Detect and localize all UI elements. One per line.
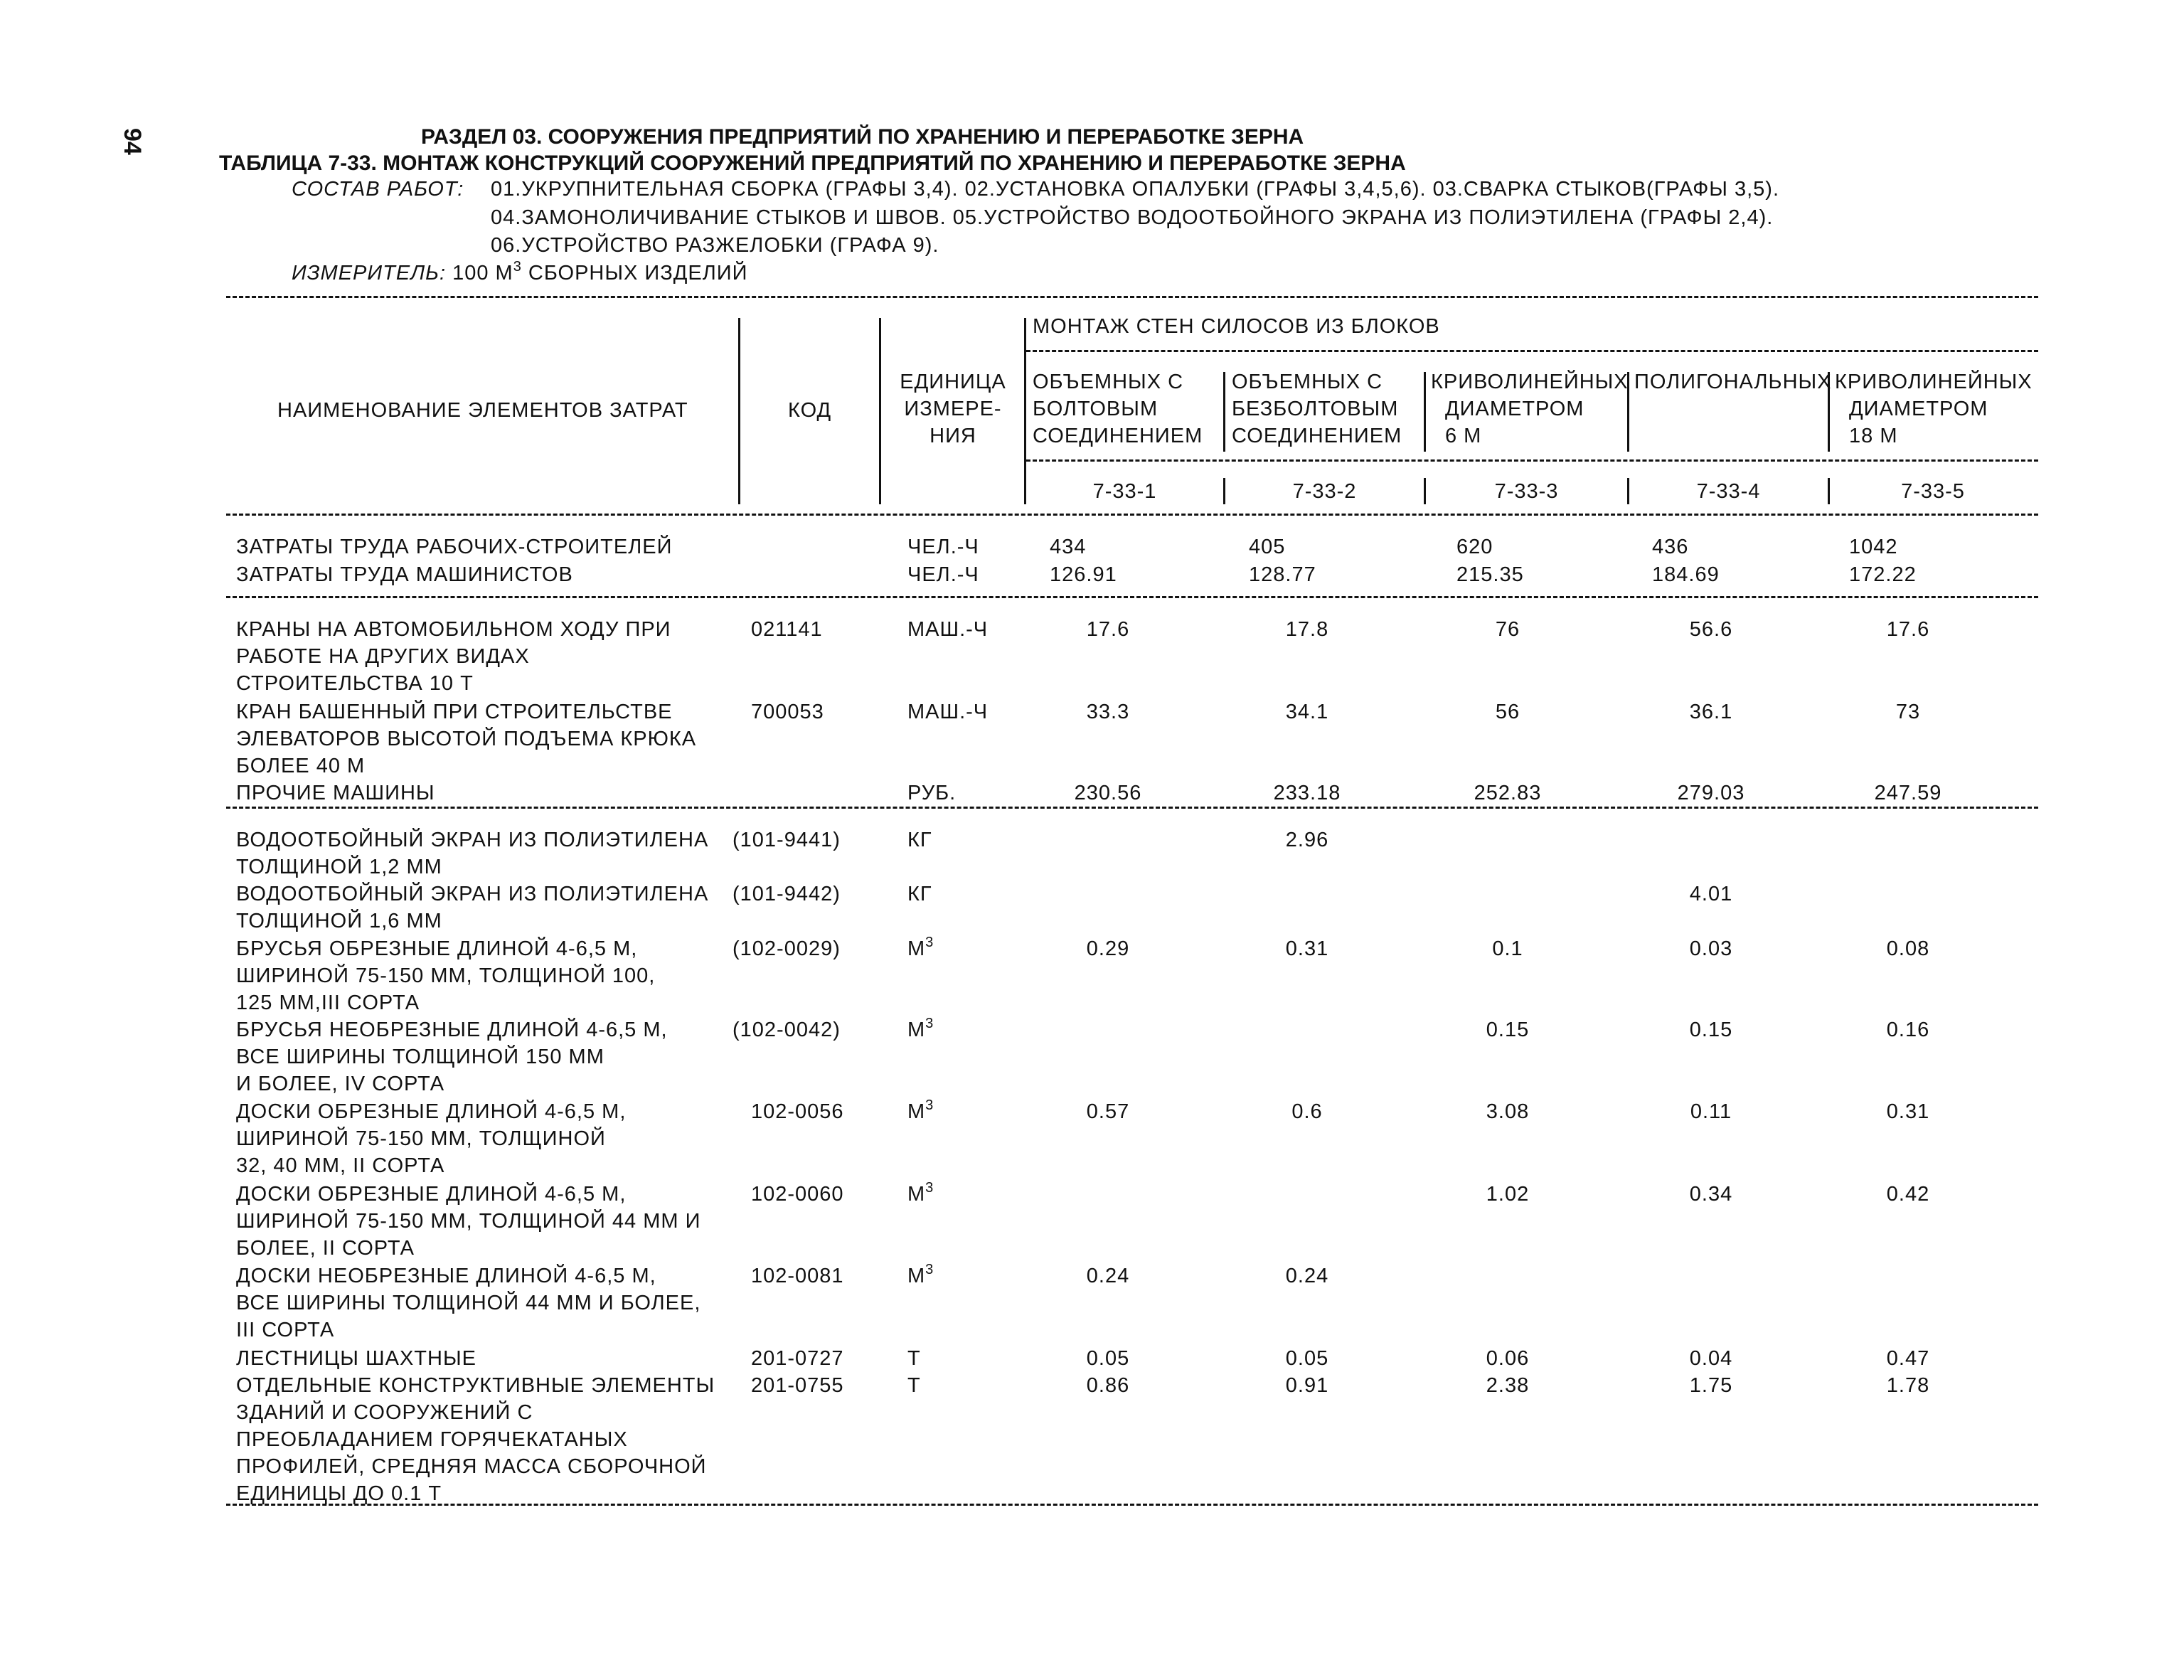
row-value-col1: 33.3: [1086, 701, 1130, 723]
row-name: ДОСКИ ОБРЕЗНЫЕ ДЛИНОЙ 4-6,5 М, ШИРИНОЙ 75-150 ММ, ТОЛЩИНОЙ 32, 40 ММ, II СОРТА: [236, 1100, 627, 1177]
row-value-col1: 0.86: [1086, 1374, 1130, 1397]
row-name: КРАН БАШЕННЫЙ ПРИ СТРОИТЕЛЬСТВЕ ЭЛЕВАТОРОВ ВЫСОТОЙ ПОДЪЕМА КРЮКА БОЛЕЕ 40 М: [236, 701, 697, 777]
row-name: ВОДООТБОЙНЫЙ ЭКРАН ИЗ ПОЛИЭТИЛЕНА ТОЛЩИНОЙ 1,2 ММ: [236, 829, 709, 878]
rule-top: [226, 296, 2038, 298]
row-value-col3: 1.02: [1486, 1183, 1530, 1206]
header-unit-line-2: ИЗМЕРЕ-: [904, 398, 1002, 420]
row-code: 201-0727: [751, 1347, 844, 1370]
row-value-col2: 34.1: [1285, 701, 1329, 723]
row-value-col4: 0.04: [1689, 1347, 1733, 1370]
row-value-col4: 0.34: [1689, 1183, 1733, 1206]
row-value-col3: 0.06: [1486, 1347, 1530, 1370]
rule-labor: [226, 596, 2038, 598]
rule-machines: [226, 807, 2038, 809]
work-line-3: 06.УСТРОЙСТВО РАЗЖЕЛОБКИ (ГРАФА 9).: [491, 234, 939, 257]
row-code: 700053: [751, 701, 824, 723]
vbar-unit: [879, 318, 881, 504]
row-value-col2: 0.91: [1285, 1374, 1329, 1397]
header-code-col: КОД: [788, 399, 832, 422]
row-unit: $М^3$: [907, 935, 934, 960]
row-code: 102-0060: [751, 1183, 844, 1206]
header-col2-line2: БЕЗБОЛТОВЫМ: [1232, 398, 1399, 420]
row-name: ПРОЧИЕ МАШИНЫ: [236, 782, 435, 804]
row-value-col1: 434: [1050, 536, 1087, 558]
row-unit: $М^3$: [907, 1262, 934, 1287]
measure-line: [292, 259, 748, 285]
header-unit-line-1: ЕДИНИЦА: [900, 371, 1006, 393]
row-value-col5: 1.78: [1886, 1374, 1930, 1397]
row-value-col3: 215.35: [1456, 563, 1524, 586]
row-value-col5: 0.08: [1886, 937, 1930, 960]
header-col5-line1: КРИВОЛИНЕЙНЫХ: [1835, 371, 2033, 393]
row-value-col2: 17.8: [1285, 618, 1329, 641]
row-value-col5: 0.16: [1886, 1019, 1930, 1041]
row-name: КРАНЫ НА АВТОМОБИЛЬНОМ ХОДУ ПРИ РАБОТЕ НА ДРУГИХ ВИДАХ СТРОИТЕЛЬСТВА 10 Т: [236, 618, 671, 695]
header-col1-code: 7-33-1: [1092, 480, 1157, 503]
row-unit: ЧЕЛ.-Ч: [907, 563, 979, 586]
row-value-col1: 230.56: [1074, 782, 1142, 804]
row-value-col2: 405: [1249, 536, 1286, 558]
row-value-col4: 279.03: [1677, 782, 1745, 804]
work-line-1: 01.УКРУПНИТЕЛЬНАЯ СБОРКА (ГРАФЫ 3,4). 02.УСТАНОВКА ОПАЛУБКИ (ГРАФЫ 3,4,5,6). 03.СВАРКА СТЫКОВ(ГРАФЫ 3,5).: [491, 178, 1780, 201]
row-value-col3: 76: [1495, 618, 1520, 641]
vbar-col1: [1024, 318, 1026, 504]
row-value-col4: 184.69: [1652, 563, 1720, 586]
row-value-col4: 0.11: [1690, 1100, 1732, 1123]
header-col2-line3: СОЕДИНЕНИЕМ: [1232, 425, 1402, 447]
measure-label: ИЗМЕРИТЕЛЬ:: [292, 262, 447, 285]
row-value-col4: 56.6: [1689, 618, 1733, 641]
rule-header-bottom: [226, 514, 2038, 516]
page-number: 94: [119, 128, 146, 155]
work-label: СОСТАВ РАБОТ:: [292, 178, 464, 201]
row-name: ОТДЕЛЬНЫЕ КОНСТРУКТИВНЫЕ ЭЛЕМЕНТЫ ЗДАНИЙ И СООРУЖЕНИЙ С ПРЕОБЛАДАНИЕМ ГОРЯЧЕКАТАНЫХ ПРОФИЛЕЙ, СРЕДНЯЯ МАССА СБОРОЧНОЙ ЕДИНИЦЫ ДО 0.1 Т: [236, 1374, 715, 1505]
row-value-col5: 17.6: [1886, 618, 1930, 641]
row-code: (102-0029): [733, 937, 841, 960]
vbar-code: [738, 318, 740, 504]
row-value-col3: 3.08: [1486, 1100, 1530, 1123]
header-col3-line3: 6 М: [1445, 425, 1482, 447]
table-title: ТАБЛИЦА 7-33. МОНТАЖ КОНСТРУКЦИЙ СООРУЖЕНИЙ ПРЕДПРИЯТИЙ ПО ХРАНЕНИЮ И ПЕРЕРАБОТКЕ ЗЕРНА: [219, 151, 1406, 175]
row-value-col1: 0.05: [1086, 1347, 1130, 1370]
row-value-col4: 0.15: [1689, 1019, 1733, 1041]
row-unit: ЧЕЛ.-Ч: [907, 536, 979, 558]
row-value-col2: 0.05: [1285, 1347, 1329, 1370]
row-value-col5: 73: [1895, 701, 1921, 723]
row-value-col4: 0.03: [1689, 937, 1733, 960]
row-value-col4: 4.01: [1689, 883, 1733, 905]
row-value-col5: 1042: [1849, 536, 1898, 558]
row-value-col3: 56: [1495, 701, 1520, 723]
row-value-col1: 0.57: [1086, 1100, 1130, 1123]
row-name: ДОСКИ ОБРЕЗНЫЕ ДЛИНОЙ 4-6,5 М, ШИРИНОЙ 75-150 ММ, ТОЛЩИНОЙ 44 ММ И БОЛЕЕ, II СОРТА: [236, 1183, 701, 1260]
row-name: ВОДООТБОЙНЫЙ ЭКРАН ИЗ ПОЛИЭТИЛЕНА ТОЛЩИНОЙ 1,6 ММ: [236, 883, 709, 932]
section-title: РАЗДЕЛ 03. СООРУЖЕНИЯ ПРЕДПРИЯТИЙ ПО ХРАНЕНИЮ И ПЕРЕРАБОТКЕ ЗЕРНА: [421, 125, 1304, 149]
row-name: ЗАТРАТЫ ТРУДА МАШИНИСТОВ: [236, 563, 573, 586]
header-col3-line1: КРИВОЛИНЕЙНЫХ: [1431, 371, 1629, 393]
row-name: ЛЕСТНИЦЫ ШАХТНЫЕ: [236, 1347, 476, 1370]
row-code: (101-9441): [733, 829, 841, 851]
row-value-col3: 0.15: [1486, 1019, 1530, 1041]
row-name: ДОСКИ НЕОБРЕЗНЫЕ ДЛИНОЙ 4-6,5 М, ВСЕ ШИРИНЫ ТОЛЩИНОЙ 44 ММ И БОЛЕЕ, III СОРТА: [236, 1265, 701, 1341]
row-value-col2: 0.31: [1285, 937, 1329, 960]
row-unit: МАШ.-Ч: [907, 701, 989, 723]
row-code: 021141: [751, 618, 823, 641]
row-code: (102-0042): [733, 1019, 841, 1041]
row-name: БРУСЬЯ ОБРЕЗНЫЕ ДЛИНОЙ 4-6,5 М, ШИРИНОЙ 75-150 ММ, ТОЛЩИНОЙ 100, 125 ММ,III СОРТА: [236, 937, 656, 1014]
row-value-col3: 620: [1456, 536, 1493, 558]
row-value-col5: 0.31: [1886, 1100, 1930, 1123]
header-col1-line2: БОЛТОВЫМ: [1033, 398, 1158, 420]
row-value-col2: 2.96: [1285, 829, 1329, 851]
row-value-col2: 128.77: [1249, 563, 1316, 586]
measure-value: 100 $М^3$ СБОРНЫХ ИЗДЕЛИЙ: [452, 259, 748, 285]
row-value-col2: 0.24: [1285, 1265, 1329, 1287]
header-group: МОНТАЖ СТЕН СИЛОСОВ ИЗ БЛОКОВ: [1033, 315, 1440, 338]
row-value-col5: 0.42: [1886, 1183, 1930, 1206]
row-value-col5: 247.59: [1874, 782, 1942, 804]
header-col3-code: 7-33-3: [1494, 480, 1559, 503]
vbar-col2-top: [1223, 372, 1225, 452]
row-value-col4: 436: [1652, 536, 1689, 558]
header-col5-line3: 18 М: [1849, 425, 1898, 447]
header-col2-line1: ОБЪЕМНЫХ С: [1232, 371, 1383, 393]
header-col1-line1: ОБЪЕМНЫХ С: [1033, 371, 1184, 393]
row-value-col3: 252.83: [1474, 782, 1542, 804]
row-unit: КГ: [907, 829, 932, 851]
row-value-col1: 0.24: [1086, 1265, 1130, 1287]
row-value-col3: 0.1: [1492, 937, 1523, 960]
header-col4-code: 7-33-4: [1696, 480, 1761, 503]
row-name: ЗАТРАТЫ ТРУДА РАБОЧИХ-СТРОИТЕЛЕЙ: [236, 536, 673, 558]
row-value-col5: 0.47: [1886, 1347, 1930, 1370]
header-col1-line3: СОЕДИНЕНИЕМ: [1033, 425, 1203, 447]
header-col5-line2: ДИАМЕТРОМ: [1849, 398, 1988, 420]
row-unit: $М^3$: [907, 1097, 934, 1123]
header-col4-line1: ПОЛИГОНАЛЬНЫХ: [1634, 371, 1832, 393]
header-col3-line2: ДИАМЕТРОМ: [1445, 398, 1584, 420]
row-value-col4: 1.75: [1689, 1374, 1733, 1397]
rule-group: [1026, 350, 2038, 352]
row-code: 201-0755: [751, 1374, 844, 1397]
row-unit: КГ: [907, 883, 932, 905]
row-unit: $М^3$: [907, 1016, 934, 1041]
header-name-col: НАИМЕНОВАНИЕ ЭЛЕМЕНТОВ ЗАТРАТ: [277, 399, 688, 422]
row-value-col2: 0.6: [1291, 1100, 1323, 1123]
row-value-col5: 172.22: [1849, 563, 1917, 586]
row-unit: РУБ.: [907, 782, 957, 804]
row-unit: Т: [907, 1347, 921, 1370]
row-code: 102-0056: [751, 1100, 844, 1123]
row-unit: МАШ.-Ч: [907, 618, 989, 641]
rule-codes: [1026, 459, 2038, 462]
row-value-col2: 233.18: [1273, 782, 1341, 804]
row-unit: $М^3$: [907, 1180, 934, 1206]
work-line-2: 04.ЗАМОНОЛИЧИВАНИЕ СТЫКОВ И ШВОВ. 05.УСТРОЙСТВО ВОДООТБОЙНОГО ЭКРАНА ИЗ ПОЛИЭТИЛЕНА (ГРАФЫ 2,4).: [491, 206, 1774, 229]
row-code: 102-0081: [751, 1265, 844, 1287]
row-value-col3: 2.38: [1486, 1374, 1530, 1397]
row-code: (101-9442): [733, 883, 841, 905]
header-unit-line-3: НИЯ: [929, 425, 976, 447]
header-col5-code: 7-33-5: [1901, 480, 1965, 503]
row-value-col1: 0.29: [1086, 937, 1130, 960]
row-name: БРУСЬЯ НЕОБРЕЗНЫЕ ДЛИНОЙ 4-6,5 М, ВСЕ ШИРИНЫ ТОЛЩИНОЙ 150 ММ И БОЛЕЕ, IV СОРТА: [236, 1019, 668, 1095]
row-unit: Т: [907, 1374, 921, 1397]
header-col2-code: 7-33-2: [1292, 480, 1357, 503]
row-value-col4: 36.1: [1689, 701, 1733, 723]
row-value-col1: 126.91: [1050, 563, 1117, 586]
vbar-col3-top: [1424, 372, 1426, 452]
row-value-col1: 17.6: [1086, 618, 1130, 641]
